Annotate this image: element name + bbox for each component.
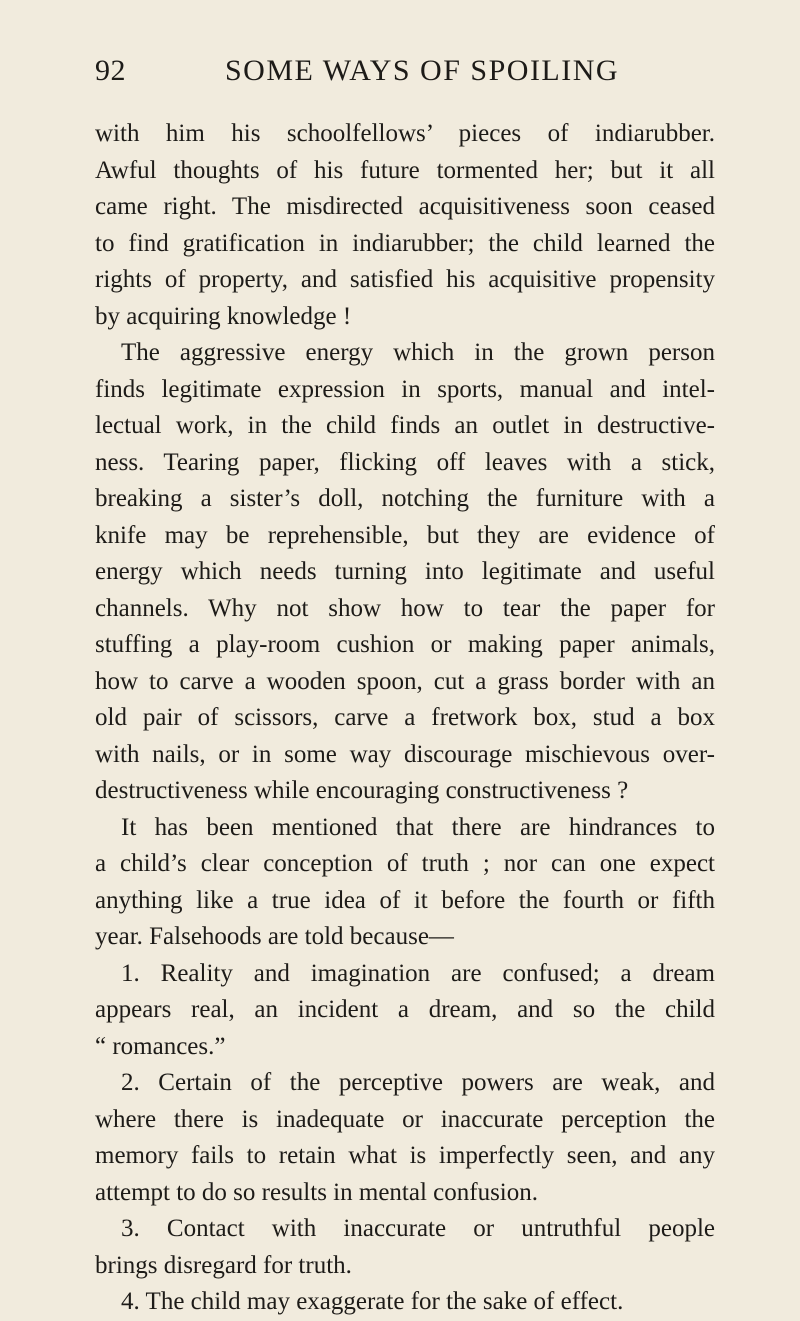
text-line: It has been mentioned that there are hindrances to xyxy=(121,813,715,841)
text-line: with him his schoolfellows’ pieces of indiarubber. xyxy=(95,120,715,147)
text-line: a child’s clear conception of truth ; nor can one expect xyxy=(95,850,715,877)
text-line: breaking a sister’s doll, notching the furniture with a xyxy=(95,485,715,512)
text-line: finds legitimate expression in sports, manual and intel- xyxy=(95,375,715,403)
text-line: 1. Reality and imagination are confused; a dream xyxy=(121,959,715,987)
text-line: old pair of scissors, carve a fretwork box, stud a box xyxy=(95,704,715,731)
text-line: knife may be reprehensible, but they are evidence of xyxy=(95,521,715,549)
text-line: 2. Certain of the perceptive powers are weak, and xyxy=(121,1069,715,1096)
text-line: rights of property, and satisfied his acquisitive propensity xyxy=(95,266,715,293)
text-line: by acquiring knowledge ! xyxy=(95,302,352,330)
text-line: stuffing a play-room cushion or making paper animals, xyxy=(95,631,715,658)
text-line: with nails, or in some way discourage mischievous over- xyxy=(95,740,715,768)
text-line: how to carve a wooden spoon, cut a grass border with an xyxy=(95,667,715,695)
text-line: destructiveness while encouraging constructiveness ? xyxy=(95,777,629,804)
page-number: 92 xyxy=(95,54,126,87)
text-line: anything like a true idea of it before the fourth or fifth xyxy=(95,886,715,914)
text-line: 4. The child may exaggerate for the sake of effect. xyxy=(121,1288,624,1315)
text-line: lectual work, in the child finds an outlet in destructive- xyxy=(95,412,715,439)
text-line: Awful thoughts of his future tormented her; but it all xyxy=(95,156,715,184)
text-line: channels. Why not show how to tear the paper for xyxy=(95,594,715,622)
text-line: memory fails to retain what is imperfectly seen, and any xyxy=(95,1142,715,1169)
text-line: attempt to do so results in mental confusion. xyxy=(95,1178,538,1206)
text-line: where there is inadequate or inaccurate perception the xyxy=(95,1105,715,1133)
text-line: ness. Tearing paper, flicking off leaves with a stick, xyxy=(95,448,715,476)
text-line: The aggressive energy which in the grown person xyxy=(121,339,715,366)
text-line: 3. Contact with inaccurate or untruthful people xyxy=(121,1215,715,1242)
page-header xyxy=(95,54,715,94)
text-line: year. Falsehoods are told because— xyxy=(95,923,454,950)
text-line: brings disregard for truth. xyxy=(95,1251,352,1279)
text-line: energy which needs turning into legitimate and useful xyxy=(95,558,715,585)
text-line: “ romances.” xyxy=(95,1032,226,1060)
body-text xyxy=(95,116,715,1321)
running-head: SOME WAYS OF SPOILING xyxy=(225,54,620,87)
text-line: appears real, an incident a dream, and so the child xyxy=(95,996,715,1023)
text-line: came right. The misdirected acquisitiveness soon ceased xyxy=(95,193,715,220)
text-line: to find gratification in indiarubber; the child learned the xyxy=(95,229,715,257)
